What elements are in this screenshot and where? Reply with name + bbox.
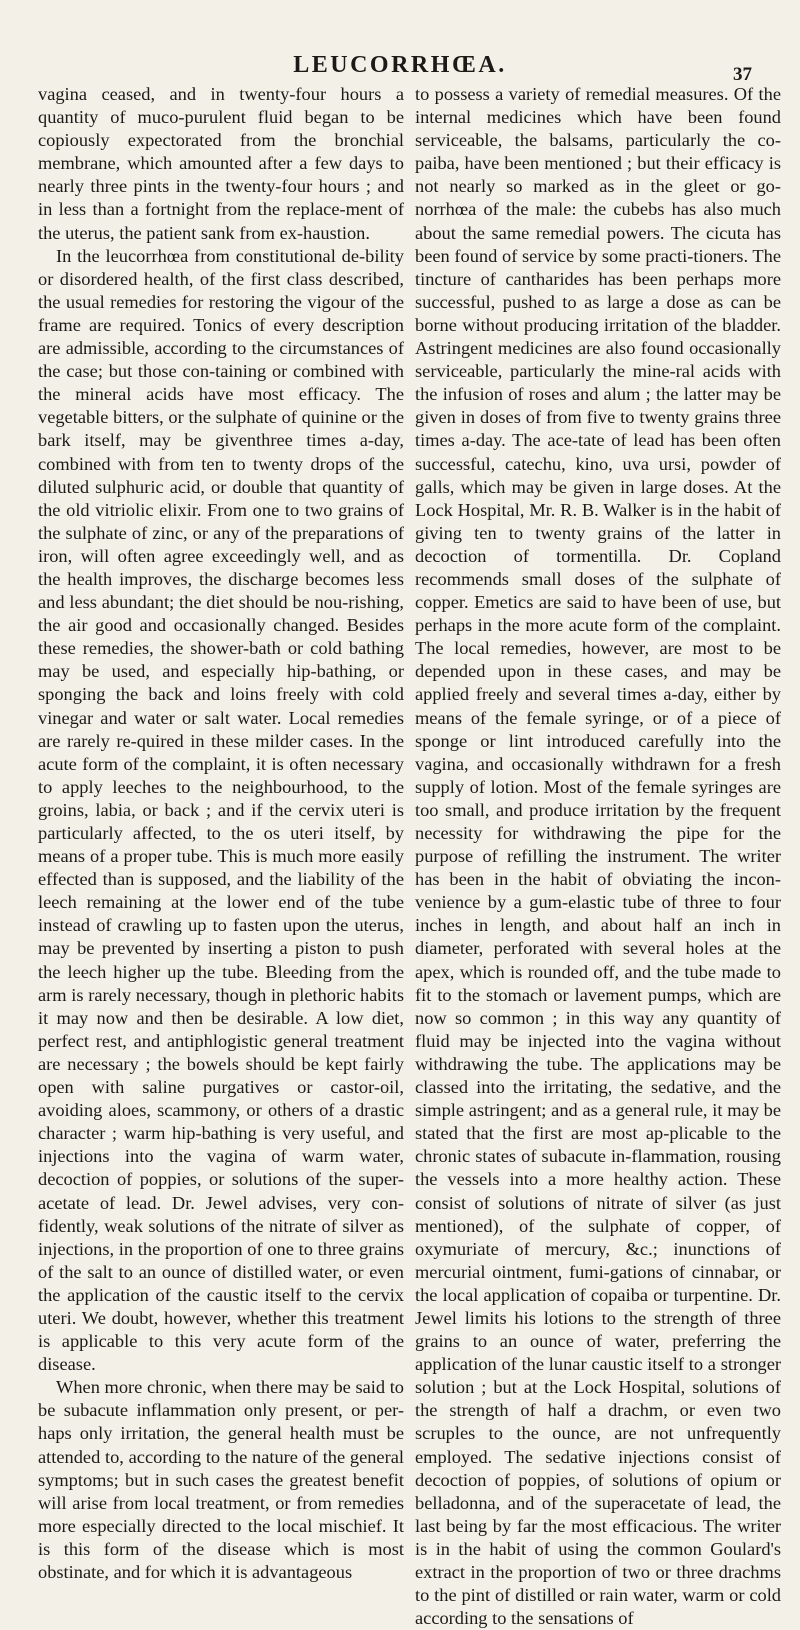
- left-column: [38, 83, 404, 1584]
- paragraph: When more chronic, when there may be said to be subacute inflammation only present, or per-haps only irritation, the general health must be attended to, according to the nature of the general symptoms; but in such cases the greatest benefit will arise from local treatment, or from remedies more especially directed to the local mischief. It is this form of the disease which is most obstinate, and for which it is advantageous: [38, 1377, 404, 1582]
- paragraph: vagina ceased, and in twenty-four hours a quantity of muco-purulent fluid began to be copiously expectorated from the bronchial membrane, which amounted after a few days to nearly three pints in the twenty-four hours ; and in less than a fortnight from the replace-ment of the uterus, the patient sank from ex-haustion.: [38, 84, 404, 243]
- running-title: LEUCORRHŒA.: [293, 52, 507, 78]
- right-column: [415, 83, 781, 1630]
- page-number: 37: [733, 64, 752, 85]
- page-header: [0, 44, 800, 84]
- paragraph: In the leucorrhœa from constitutional de-bility or disordered health, of the first class described, the usual remedies for restoring the vigour of the frame are required. Tonics of every description are admissible, according to the circumstances of the case; but those con-taining or combined with the mineral acids have most efficacy. The vegetable bitters, or the sulphate of quinine or the bark itself, may be giventhree times a-day, combined with from ten to twenty drops of the diluted sulphuric acid, or double that quantity of the old vitriolic elixir. From one to two grains of the sulphate of zinc, or any of the preparations of iron, will often agree exceedingly well, and as the health improves, the discharge becomes less and less abundant; the diet should be nou-rishing, the air good and occasionally changed. Besides these remedies, the shower-bath or cold bathing may be used, and especially hip-bathing, or sponging the back and loins freely with cold vinegar and water or salt water. Local remedies are rarely re-quired in these milder cases. In the acute form of the complaint, it is often necessary to apply leeches to the neighbourhood, to the groins, labia, or back ; and if the cervix uteri is particularly affected, to the os uteri itself, by means of a proper tube. This is much more easily effected than is supposed, and the liability of the leech remaining at the lower end of the tube instead of crawling up to fasten upon the uterus, may be prevented by inserting a piston to push the leech higher up the tube. Bleeding from the arm is rarely necessary, though in plethoric habits it may now and then be desirable. A low diet, perfect rest, and antiphlogistic general treatment are necessary ; the bowels should be kept fairly open with saline purgatives or castor-oil, avoiding aloes, scammony, or others of a drastic character ; warm hip-bathing is very useful, and injections into the vagina of warm water, decoction of poppies, or solutions of the super-acetate of lead. Dr. Jewel advises, very con-fidently, weak solutions of the nitrate of silver as injections, in the proportion of one to three grains of the salt to an ounce of distilled water, or even the application of the caustic itself to the cervix uteri. We doubt, however, whether this treatment is applicable to this very acute form of the disease.: [38, 245, 404, 1375]
- paragraph: to possess a variety of remedial measures. Of the internal medicines which have been found serviceable, the balsams, particularly the co-paiba, have been mentioned ; but their efficacy is not nearly so marked as in the gleet or go-norrhœa of the male: the cubebs has also much about the same remedial powers. The cicuta has been found of service by some practi-tioners. The tincture of cantharides has been perhaps more successful, pushed to as large a dose as can be borne without producing irritation of the bladder. Astringent medicines are also found occasionally serviceable, particularly the mine-ral acids with the infusion of roses and alum ; the latter may be given in doses of from five to twenty grains three times a-day. The ace-tate of lead has been often successful, catechu, kino, uva ursi, powder of galls, which may be given in large doses. At the Lock Hospital, Mr. R. B. Walker is in the habit of giving ten to twenty grains of the latter in decoction of tormentilla. Dr. Copland recommends small doses of the sulphate of copper. Emetics are said to have been of use, but perhaps in the more acute form of the complaint. The local remedies, however, are most to be depended upon in these cases, and may be applied freely and several times a-day, either by means of the female syringe, or of a piece of sponge or lint introduced carefully into the vagina, and occasionally withdrawn for a fresh supply of lotion. Most of the female syringes are too small, and produce irritation by the frequent necessity for withdrawing the pipe for the purpose of refilling the instrument. The writer has been in the habit of obviating the incon-venience by a gum-elastic tube of three to four inches in length, and about half an inch in diameter, perforated with several holes at the apex, which is rounded off, and the tube made to fit to the stomach or lavement pumps, which are now so common ; in this way any quantity of fluid may be injected into the vagina without withdrawing the tube. The applications may be classed into the irritating, the sedative, and the simple astringent; and as a general rule, it may be stated that the first are most ap-plicable to the chronic states of subacute in-flammation, rousing the vessels into a more healthy action. These consist of solutions of nitrate of silver (as just mentioned), of the sulphate of copper, of oxymuriate of mercury, &c.; inunctions of mercurial ointment, fumi-gations of cinnabar, or the local application of copaiba or turpentine. Dr. Jewel limits his lotions to the strength of three grains to an ounce of water, preferring the application of the lunar caustic itself to a stronger solution ; but at the Lock Hospital, solutions of the strength of half a drachm, or even two scruples to the ounce, are not unfrequently employed. The sedative injections consist of decoction of poppies, of solutions of opium or belladonna, and of the superacetate of lead, the last being by far the most efficacious. The writer is in the habit of using the common Goulard's extract in the proportion of two or three drachms to the pint of distilled or rain water, warm or cold according to the sensations of: [415, 84, 781, 1629]
